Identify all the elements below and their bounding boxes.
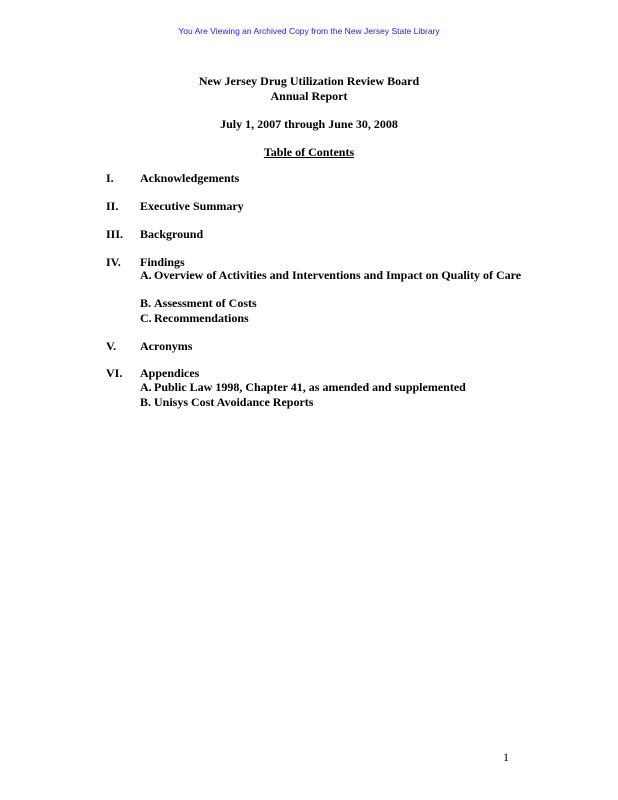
toc-heading: Table of Contents	[263, 145, 355, 159]
section-title: Executive Summary	[140, 199, 244, 213]
section-title: Acknowledgements	[140, 171, 240, 185]
archive-banner: You Are Viewing an Archived Copy from the New Jersey State Library	[178, 26, 440, 36]
subitem-letter: B.	[140, 395, 152, 409]
section-number: IV.	[106, 255, 121, 269]
title-line-1: New Jersey Drug Utilization Review Board	[198, 74, 420, 88]
report-period: July 1, 2007 through June 30, 2008	[220, 117, 398, 131]
section-title: Appendices	[140, 366, 200, 380]
section-title: Findings	[140, 255, 185, 269]
subitem-letter: C.	[140, 311, 152, 325]
subitem-text: Recommendations	[154, 311, 249, 325]
report-title	[0, 74, 618, 104]
page-number: 1	[503, 750, 509, 764]
section-number: III.	[106, 227, 124, 241]
subitem-letter: A.	[140, 380, 152, 394]
section-number: V.	[106, 339, 117, 353]
section-title: Background	[140, 227, 204, 241]
subitem-letter: A.	[140, 268, 152, 282]
section-number: VI.	[106, 366, 123, 380]
subitem-text: Unisys Cost Avoidance Reports	[154, 395, 314, 409]
subitem-text: Public Law 1998, Chapter 41, as amended and supplemented	[154, 380, 466, 394]
subitem-letter: B.	[140, 296, 152, 310]
title-line-2: Annual Report	[270, 89, 348, 103]
subitem-text: Overview of Activities and Interventions and Impact on Quality of Care	[154, 268, 522, 282]
subitem-text: Assessment of Costs	[154, 296, 257, 310]
section-title: Acronyms	[140, 339, 193, 353]
section-number: II.	[106, 199, 119, 213]
section-number: I.	[106, 171, 114, 185]
